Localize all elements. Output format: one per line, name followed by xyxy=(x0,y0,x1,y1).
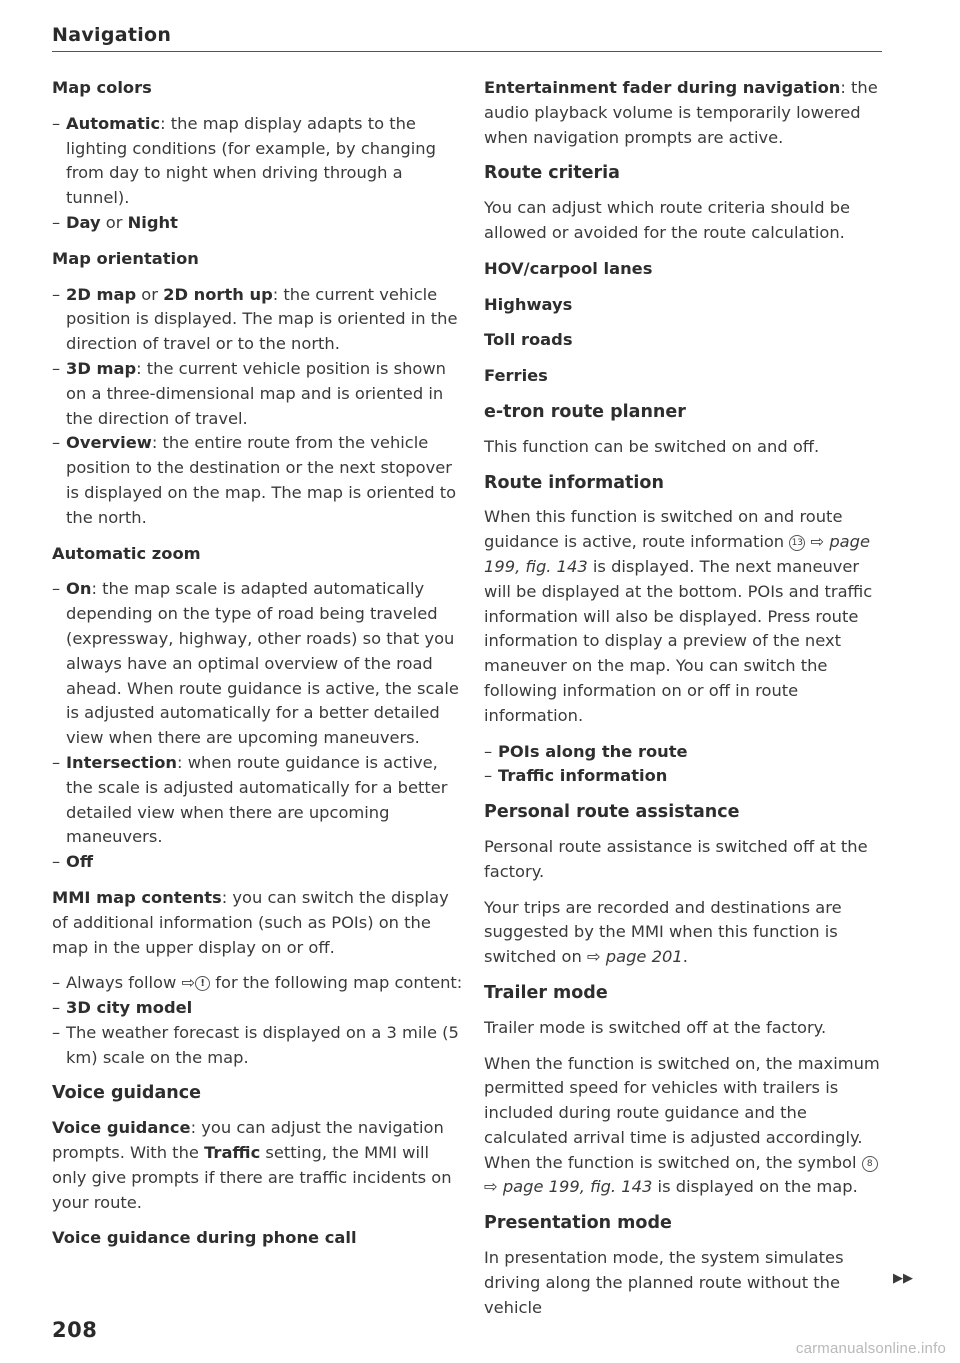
presentation-mode-heading: Presentation mode xyxy=(484,1213,672,1234)
map-colors-heading: Map colors xyxy=(52,78,152,97)
list-item: – Overview: the entire route from the vehicle position to the destination or the next stopover is displayed on the map. The map is oriented to the north. xyxy=(52,431,464,530)
voice-guidance-paragraph: Voice guidance: you can adjust the navigation prompts. With the Traffic setting, the MMI will only give prompts if there are traffic incidents on your route. xyxy=(52,1118,452,1212)
callout-number-icon: 13 xyxy=(789,535,805,551)
list-item: – POIs along the route xyxy=(484,740,884,765)
right-column xyxy=(484,76,884,1331)
toll-roads-heading: Toll roads xyxy=(484,330,573,350)
page-number: 208 xyxy=(52,1318,98,1342)
left-column xyxy=(52,76,464,1262)
personal-route-heading: Personal route assistance xyxy=(484,802,740,823)
arrow-right-icon: ⇨ xyxy=(181,973,196,993)
list-item: – Day or Night xyxy=(52,211,464,236)
trailer-mode-paragraph-1: Trailer mode is switched off at the factory. xyxy=(484,1017,827,1037)
list-item: – Traffic information xyxy=(484,764,884,789)
list-item: – Automatic: the map display adapts to the lighting conditions (for example, by changing from day to night when driving through a tunnel). xyxy=(52,112,464,211)
highways-heading: Highways xyxy=(484,294,573,314)
mmi-map-contents-paragraph: MMI map contents: you can switch the display of additional information (such as POIs) on the map in the upper display on or off. xyxy=(52,887,449,957)
warning-icon: ! xyxy=(195,976,210,991)
automatic-zoom-heading: Automatic zoom xyxy=(52,543,201,563)
list-item: – Always follow ⇨ ! for the following map content: xyxy=(52,971,464,996)
callout-number-icon: 8 xyxy=(862,1156,878,1172)
personal-route-paragraph-1: Personal route assistance is switched off at the factory. xyxy=(484,836,868,881)
watermark: carmanualsonline.info xyxy=(795,1340,946,1357)
voice-guidance-heading: Voice guidance xyxy=(52,1083,201,1104)
route-information-paragraph: When this function is switched on and route guidance is active, route information 13 ⇨ page 199, fig. 143 is displayed. The next maneuver will be displayed at the bottom. POIs and traffic information will also be displayed. Press route information to display a preview of the next maneuver on the map. You can switch the following information on or off in route information. xyxy=(484,507,873,725)
route-criteria-heading: Route criteria xyxy=(484,163,620,184)
list-item: – 3D map: the current vehicle position is shown on a three-dimensional map and is oriented in the direction of travel. xyxy=(52,357,464,431)
list-item: – 3D city model xyxy=(52,996,464,1021)
page-reference-link[interactable]: ⇨ page 199, fig. 143 xyxy=(484,1177,653,1197)
automatic-zoom-list xyxy=(52,577,464,875)
trailer-mode-heading: Trailer mode xyxy=(484,982,608,1003)
etron-paragraph: This function can be switched on and off. xyxy=(484,436,820,456)
personal-route-paragraph-2: Your trips are recorded and destinations are suggested by the MMI when this function is switched on ⇨ page 201. xyxy=(484,897,842,967)
list-item: – The weather forecast is displayed on a 3 mile (5 km) scale on the map. xyxy=(52,1021,464,1071)
route-information-heading: Route information xyxy=(484,472,664,493)
ferries-heading: Ferries xyxy=(484,366,548,386)
page-reference-link[interactable]: ⇨ page 199, fig. 143 xyxy=(484,532,870,576)
route-information-list xyxy=(484,740,884,790)
map-orientation-heading: Map orientation xyxy=(52,248,199,268)
presentation-mode-paragraph: In presentation mode, the system simulates driving along the planned route without the vehicle xyxy=(484,1248,844,1317)
continue-arrow-icon: ▶▶ xyxy=(893,1271,913,1286)
list-item: – Intersection: when route guidance is active, the scale is adjusted automatically for a better detailed view when there are upcoming maneuvers. xyxy=(52,751,464,850)
mmi-map-contents-list xyxy=(52,971,464,1070)
hov-heading: HOV/carpool lanes xyxy=(484,258,653,278)
list-item: – On: the map scale is adapted automatically depending on the type of road being traveled (expressway, highway, other roads) so that you always have an optimal overview of the road ahead. When route guidance is active, the scale is adjusted automatically for a better detailed view when there are upcoming maneuvers. xyxy=(52,577,464,751)
voice-guidance-phone-heading: Voice guidance during phone call xyxy=(52,1228,357,1248)
list-item: – Off xyxy=(52,850,464,875)
section-title: Navigation xyxy=(52,24,172,46)
route-criteria-paragraph: You can adjust which route criteria should be allowed or avoided for the route calculation. xyxy=(484,198,851,242)
entertainment-fader-paragraph: Entertainment fader during navigation: the audio playback volume is temporarily lowered when navigation prompts are active. xyxy=(484,78,878,147)
map-colors-list xyxy=(52,112,464,236)
map-orientation-list xyxy=(52,283,464,531)
list-item: – 2D map or 2D north up: the current vehicle position is displayed. The map is oriented in the direction of travel or to the north. xyxy=(52,283,464,357)
page-reference-link[interactable]: ⇨ page 201 xyxy=(586,947,683,967)
etron-heading: e-tron route planner xyxy=(484,401,686,422)
header-rule xyxy=(52,51,882,52)
trailer-mode-paragraph-2: When the function is switched on, the maximum permitted speed for vehicles with trailers is included during route guidance and the calculated arrival time is adjusted accordingly. When the function is switched on, the symbol 8 ⇨ page 199, fig. 143 is displayed on the map. xyxy=(484,1053,880,1197)
